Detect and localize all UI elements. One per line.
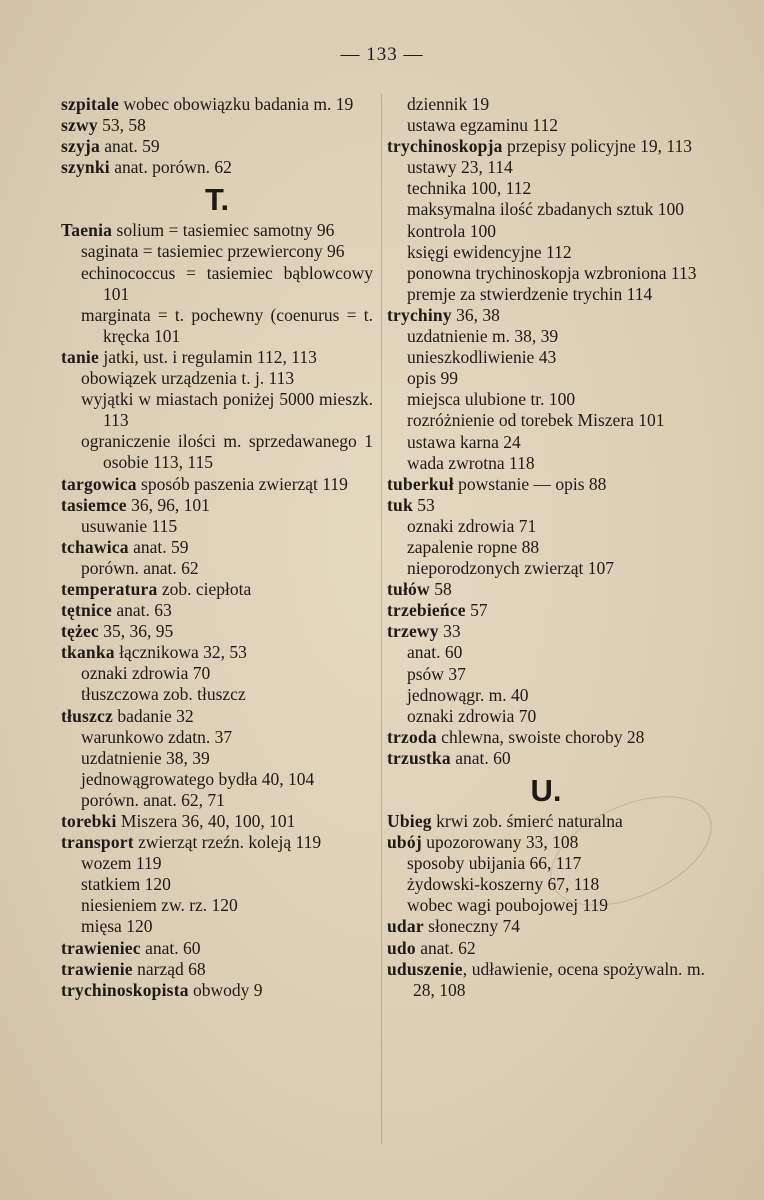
index-entry [61, 157, 373, 178]
index-subentry [61, 853, 373, 874]
entry-text: kontrola 100 [407, 220, 496, 241]
entry-headword: trzewy [387, 621, 439, 642]
entry-headword: trzoda [387, 726, 437, 747]
entry-headword: Ubieg [387, 811, 432, 831]
page-number: — 133 — [340, 44, 424, 65]
index-subentry [61, 663, 373, 684]
index-subentry [387, 432, 705, 453]
entry-text: uzdatnienie 38, 39 [81, 747, 210, 768]
entry-text: anat. 59 [99, 136, 160, 157]
entry-text: maksymalna ilość zbadanych sztuk 100 [407, 199, 685, 220]
entry-text: zob. ciepłota [157, 578, 252, 599]
index-entry [61, 220, 373, 241]
index-subentry [387, 284, 705, 305]
index-subentry [387, 157, 705, 178]
index-entry [387, 959, 705, 1001]
entry-text: upozorowany 33, 108 [421, 832, 579, 853]
index-column-left [61, 94, 373, 1001]
entry-text: zwierząt rzeźn. koleją 119 [133, 832, 322, 853]
index-entry [61, 938, 373, 959]
entry-headword: tułów [387, 579, 430, 600]
index-entry [387, 579, 705, 600]
index-subentry [387, 706, 705, 727]
index-subentry [61, 558, 373, 579]
index-subentry [387, 537, 705, 558]
entry-text: anat. porówn. 62 [109, 157, 232, 178]
entry-text: dziennik 19 [407, 94, 490, 114]
entry-text: statkiem 120 [81, 874, 171, 895]
entry-text: jednowągrowatego bydła 40, 104 [81, 768, 315, 789]
index-subentry [61, 431, 373, 473]
entry-headword: tasiemce [61, 494, 127, 515]
index-entry [387, 136, 705, 157]
entry-text: 33 [438, 621, 461, 642]
section-letter: T. [204, 182, 230, 218]
entry-headword: ubój [387, 832, 422, 853]
entry-text: tłuszczowa zob. tłuszcz [81, 684, 246, 705]
entry-headword: tętnice [61, 600, 112, 621]
index-subentry [387, 242, 705, 263]
entry-headword: uduszenie [387, 958, 463, 979]
index-entry [61, 600, 373, 621]
index-subentry [387, 178, 705, 199]
entry-headword: Taenia [61, 220, 113, 241]
index-subentry [61, 368, 373, 389]
entry-headword: transport [61, 832, 134, 853]
entry-text: powstanie — opis 88 [453, 473, 607, 494]
column-divider [381, 94, 382, 1144]
entry-text: żydowski-koszerny 67, 118 [407, 874, 600, 895]
entry-headword: szynki [61, 157, 110, 178]
index-entry [61, 832, 373, 853]
index-subentry [387, 642, 705, 663]
index-entry [61, 94, 373, 115]
entry-text: sposób paszenia zwierząt 119 [136, 473, 348, 494]
entry-headword: tuberkuł [387, 473, 454, 494]
entry-text: opis 99 [407, 368, 459, 389]
entry-text: przepisy policyjne 19, 113 [502, 136, 692, 157]
index-subentry [61, 516, 373, 537]
index-subentry [61, 748, 373, 769]
entry-text: krwi zob. śmierć naturalna [431, 811, 623, 831]
entry-text: anat. 60 [140, 937, 201, 958]
entry-headword: tkanka [61, 642, 115, 663]
entry-text: 36, 96, 101 [126, 494, 210, 515]
entry-text: ustawa karna 24 [407, 431, 521, 452]
entry-text: wyjątki w miastach poniżej 5000 mieszk. 113 [81, 389, 373, 431]
index-entry [61, 115, 373, 136]
entry-text: saginata = tasiemiec przewiercony 96 [81, 241, 345, 262]
entry-headword: tanie [61, 346, 99, 367]
entry-text: ponowna trychinoskopja wzbroniona 113 [407, 262, 697, 283]
entry-text: echinococcus = tasiemiec bąblowcowy 101 [81, 262, 373, 304]
index-entry [61, 959, 373, 980]
entry-headword: torebki [61, 811, 117, 831]
index-subentry [61, 727, 373, 748]
index-subentry [387, 263, 705, 284]
entry-headword: trawienie [61, 958, 133, 979]
entry-text: solium = tasiemiec samotny 96 [112, 220, 335, 241]
entry-headword: trychinoskopja [387, 136, 503, 157]
entry-text: unieszkodliwienie 43 [407, 347, 557, 368]
index-subentry [387, 664, 705, 685]
index-subentry [387, 368, 705, 389]
index-entry [387, 938, 705, 959]
index-entry [61, 347, 373, 368]
entry-headword: trzustka [387, 747, 451, 768]
entry-text: badanie 32 [112, 705, 194, 726]
entry-text: 57 [465, 600, 488, 621]
entry-headword: trawieniec [61, 937, 141, 958]
entry-text: 53 [412, 494, 435, 515]
entry-text: mięsa 120 [81, 916, 153, 937]
index-entry [61, 706, 373, 727]
index-subentry [61, 389, 373, 431]
entry-text: obowiązek urządzenia t. j. 113 [81, 368, 295, 389]
entry-text: Miszera 36, 40, 100, 101 [116, 811, 296, 831]
index-subentry [61, 769, 373, 790]
index-entry [387, 621, 705, 642]
entry-text: porówn. anat. 62 [81, 557, 199, 578]
entry-text: anat. 59 [128, 536, 189, 557]
index-subentry [387, 94, 705, 115]
index-subentry [387, 199, 705, 220]
index-entry [387, 495, 705, 516]
index-subentry [387, 115, 705, 136]
index-entry [387, 474, 705, 495]
entry-text: sposoby ubijania 66, 117 [407, 853, 582, 874]
index-entry [61, 621, 373, 642]
entry-text: oznaki zdrowia 71 [407, 515, 537, 536]
entry-text: obwody 9 [188, 979, 263, 1000]
index-subentry [61, 874, 373, 895]
entry-headword: udo [387, 937, 416, 958]
entry-headword: udar [387, 916, 424, 937]
entry-text: niesieniem zw. rz. 120 [81, 895, 238, 916]
entry-text: anat. 60 [450, 747, 511, 768]
entry-text: jednowągr. m. 40 [407, 684, 529, 705]
index-entry [61, 474, 373, 495]
entry-text: jatki, ust. i regulamin 112, 113 [98, 346, 317, 367]
entry-headword: targowica [61, 473, 137, 494]
index-subentry [387, 221, 705, 242]
index-entry [61, 136, 373, 157]
entry-text: rozróżnienie od torebek Miszera 101 [407, 410, 665, 431]
index-subentry [61, 916, 373, 937]
entry-headword: tuk [387, 494, 413, 515]
entry-text: technika 100, 112 [407, 178, 532, 199]
index-entry [387, 305, 705, 326]
entry-text: anat. 62 [415, 937, 476, 958]
index-subentry [61, 790, 373, 811]
index-subentry [387, 326, 705, 347]
index-subentry [61, 305, 373, 347]
entry-headword: tężec [61, 621, 99, 642]
entry-text: psów 37 [407, 663, 466, 684]
index-subentry [387, 389, 705, 410]
index-subentry [387, 410, 705, 431]
entry-headword: trychiny [387, 304, 452, 325]
entry-headword: trzebieńce [387, 600, 466, 621]
entry-headword: trychinoskopista [61, 979, 189, 1000]
entry-text: wobec obowiązku badania m. 19 [118, 94, 354, 114]
entry-text: nieporodzonych zwierząt 107 [407, 558, 615, 579]
index-entry [61, 579, 373, 600]
index-subentry [387, 347, 705, 368]
entry-text: księgi ewidencyjne 112 [407, 241, 572, 262]
entry-text: anat. 63 [111, 600, 172, 621]
index-subentry [387, 453, 705, 474]
entry-text: 36, 38 [451, 304, 500, 325]
entry-text: wada zwrotna 118 [407, 452, 535, 473]
index-entry [387, 600, 705, 621]
entry-text: słoneczny 74 [423, 916, 521, 937]
index-subentry [387, 685, 705, 706]
entry-headword: temperatura [61, 578, 158, 599]
index-entry [61, 642, 373, 663]
index-subentry [387, 516, 705, 537]
index-entry [61, 811, 373, 832]
entry-text: anat. 60 [407, 642, 463, 663]
entry-text: marginata = t. pochewny (coenurus = t. kręcka 101 [81, 304, 373, 346]
entry-headword: szwy [61, 115, 98, 136]
entry-text: 58 [429, 579, 452, 600]
entry-headword: tchawica [61, 536, 129, 557]
entry-text: zapalenie ropne 88 [407, 536, 540, 557]
entry-headword: szyja [61, 136, 100, 157]
entry-headword: tłuszcz [61, 705, 113, 726]
index-subentry [387, 558, 705, 579]
entry-text: 53, 58 [97, 115, 146, 136]
entry-text: łącznikowa 32, 53 [114, 642, 247, 663]
index-subentry [61, 263, 373, 305]
index-entry [387, 748, 705, 769]
entry-headword: szpitale [61, 94, 119, 114]
entry-text: oznaki zdrowia 70 [81, 663, 211, 684]
entry-text: premje za stwierdzenie trychin 114 [407, 283, 653, 304]
entry-text: ustawy 23, 114 [407, 157, 513, 178]
entry-text: usuwanie 115 [81, 515, 178, 536]
entry-text: wozem 119 [81, 853, 162, 874]
entry-text: 35, 36, 95 [98, 621, 174, 642]
entry-text: chlewna, swoiste choroby 28 [436, 726, 645, 747]
index-subentry [61, 895, 373, 916]
index-subentry [61, 241, 373, 262]
entry-text: warunkowo zdatn. 37 [81, 726, 233, 747]
index-subentry [61, 684, 373, 705]
index-entry [61, 495, 373, 516]
entry-text: ograniczenie ilości m. sprzedawanego 1 osobie 113, 115 [81, 431, 373, 473]
entry-text: porówn. anat. 62, 71 [81, 789, 225, 810]
section-letter: U. [530, 773, 562, 808]
entry-text: wobec wagi poubojowej 119 [407, 895, 609, 916]
entry-text: oznaki zdrowia 70 [407, 705, 537, 726]
entry-text: narząd 68 [132, 958, 206, 979]
index-entry [61, 980, 373, 1001]
entry-text: ustawa egzaminu 112 [407, 115, 558, 136]
entry-text: miejsca ulubione tr. 100 [407, 389, 576, 410]
index-entry [387, 916, 705, 937]
index-subentry [387, 895, 705, 916]
index-entry [61, 537, 373, 558]
entry-text: , udławienie, ocena spożywaln. m. 28, 108 [413, 958, 705, 1000]
entry-text: uzdatnienie m. 38, 39 [407, 326, 559, 347]
index-entry [387, 727, 705, 748]
